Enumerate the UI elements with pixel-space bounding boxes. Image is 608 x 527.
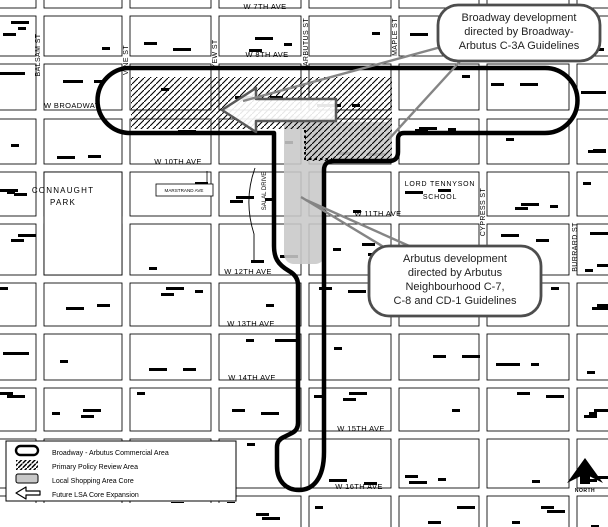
building-footprint	[11, 144, 19, 147]
building-footprint	[512, 521, 520, 524]
building-footprint	[230, 200, 243, 203]
city-block	[309, 334, 391, 380]
broadway-callout-line3: Arbutus C-3A Guidelines	[458, 40, 580, 52]
street-label-vine: VINE ST	[123, 44, 130, 76]
building-footprint	[462, 75, 470, 78]
building-footprint	[314, 395, 322, 398]
building-footprint	[137, 392, 145, 395]
legend-item-label: Future LSA Core Expansion	[52, 492, 139, 499]
city-block	[0, 224, 36, 275]
building-footprint	[597, 264, 608, 267]
legend	[6, 441, 236, 501]
building-footprint	[57, 156, 75, 159]
building-footprint	[541, 506, 554, 509]
building-footprint	[18, 27, 26, 30]
building-footprint	[232, 409, 245, 412]
street-label-salal: SALAL DRIVE	[262, 171, 268, 211]
school-label-line1: LORD TENNYSON	[404, 181, 476, 188]
building-footprint	[88, 155, 101, 158]
building-footprint	[409, 481, 427, 484]
city-block	[44, 16, 122, 56]
avenue-label-broadway: W BROADWAY	[43, 101, 101, 110]
street-label-balsam: BALSAM ST	[35, 33, 42, 77]
avenue-label-w12: W 12TH AVE	[224, 267, 272, 276]
building-footprint	[452, 409, 460, 412]
building-footprint	[590, 232, 608, 235]
building-footprint	[246, 339, 254, 342]
city-block	[219, 388, 301, 431]
city-block	[577, 224, 608, 275]
building-footprint	[496, 363, 509, 366]
building-footprint	[457, 506, 475, 509]
building-footprint	[349, 392, 367, 395]
building-footprint	[173, 48, 191, 51]
city-block	[44, 283, 122, 326]
building-footprint	[546, 395, 564, 398]
arbutus-callout	[369, 246, 541, 316]
building-footprint	[515, 207, 528, 210]
building-footprint	[256, 513, 269, 516]
avenue-label-w13: W 13TH AVE	[227, 319, 275, 328]
city-block	[0, 64, 36, 110]
building-footprint	[63, 80, 76, 83]
building-footprint	[589, 412, 597, 415]
city-block	[577, 496, 608, 527]
building-footprint	[581, 91, 589, 94]
building-footprint	[52, 412, 60, 415]
building-footprint	[592, 307, 608, 310]
city-block	[130, 224, 211, 275]
building-footprint	[3, 33, 16, 36]
city-block	[0, 119, 36, 164]
legend-item-label: Broadway - Arbutus Commercial Area	[52, 450, 169, 457]
blank-patch	[0, 503, 248, 527]
building-footprint	[66, 307, 84, 310]
building-footprint	[0, 392, 13, 395]
city-block	[487, 119, 569, 164]
building-footprint	[262, 517, 280, 520]
avenue-label-w15: W 15TH AVE	[337, 424, 385, 433]
building-footprint	[362, 243, 375, 246]
building-footprint	[343, 398, 356, 401]
park-label-line1: CONNAUGHT	[31, 186, 95, 195]
building-footprint	[550, 205, 558, 208]
city-block	[0, 0, 36, 8]
commercial-area-outline-icon	[16, 446, 38, 455]
building-footprint	[0, 287, 8, 290]
building-footprint	[102, 47, 110, 50]
building-footprint	[506, 138, 514, 141]
broadway-callout-line1: Broadway development	[461, 12, 577, 24]
building-footprint	[462, 355, 480, 358]
building-footprint	[7, 191, 15, 194]
city-block	[44, 0, 122, 8]
avenue-label-w8: W 8TH AVE	[245, 50, 289, 59]
building-footprint	[428, 521, 441, 524]
city-block	[487, 439, 569, 488]
city-block	[309, 16, 391, 56]
building-footprint	[144, 42, 157, 45]
street-label-maple: MAPLE ST	[392, 18, 399, 56]
building-footprint	[438, 189, 451, 192]
building-footprint	[348, 290, 366, 293]
arbutus-callout-line1: Arbutus development	[403, 253, 507, 265]
building-footprint	[547, 510, 565, 513]
street-label-cypress: CYPRESS ST	[480, 187, 487, 237]
building-footprint	[11, 239, 24, 242]
hatch-swatch-icon	[16, 460, 38, 470]
building-footprint	[18, 234, 36, 237]
city-block	[577, 172, 608, 216]
building-footprint	[236, 196, 254, 199]
city-block	[130, 16, 211, 56]
avenue-label-w14: W 14TH AVE	[228, 373, 276, 382]
city-block	[577, 119, 608, 164]
park-label-line2: PARK	[50, 198, 76, 207]
building-footprint	[448, 128, 456, 131]
broadway-callout	[438, 5, 600, 61]
north-label: NORTH	[574, 488, 596, 494]
arbutus-callout-line2: directed by Arbutus	[407, 267, 503, 279]
city-block	[487, 334, 569, 380]
building-footprint	[594, 409, 608, 412]
building-footprint	[491, 83, 504, 86]
building-footprint	[18, 352, 26, 355]
street-label-marstrand: MARSTRAND AVE	[164, 188, 204, 193]
building-footprint	[284, 43, 292, 46]
building-footprint	[334, 347, 342, 350]
shopping-core-swatch-icon	[16, 474, 38, 483]
building-footprint	[7, 395, 25, 398]
city-block	[130, 334, 211, 380]
building-footprint	[266, 304, 274, 307]
building-footprint	[14, 193, 27, 196]
building-footprint	[247, 443, 255, 446]
building-footprint	[531, 363, 539, 366]
building-footprint	[183, 368, 196, 371]
city-block	[399, 119, 479, 164]
building-footprint	[60, 360, 68, 363]
building-footprint	[195, 290, 203, 293]
building-footprint	[410, 33, 428, 36]
city-block	[309, 0, 391, 8]
building-footprint	[149, 267, 157, 270]
arbutus-callout-line4: C-8 and CD-1 Guidelines	[393, 295, 517, 307]
city-block	[577, 64, 608, 110]
city-block	[130, 0, 211, 8]
building-footprint	[261, 412, 279, 415]
street-label-arbutus: ARBUTUS ST	[303, 17, 310, 67]
building-footprint	[405, 191, 423, 194]
school-label-line2: SCHOOL	[422, 194, 458, 201]
building-footprint	[551, 287, 559, 290]
building-footprint	[161, 293, 174, 296]
building-footprint	[597, 304, 608, 307]
city-block	[399, 388, 479, 431]
building-footprint	[81, 415, 94, 418]
avenue-label-w7: W 7TH AVE	[243, 2, 287, 11]
building-footprint	[333, 248, 341, 251]
building-footprint	[251, 260, 264, 263]
avenue-label-w16: W 16TH AVE	[335, 482, 383, 491]
building-footprint	[532, 480, 540, 483]
avenue-label-w11: W 11TH AVE	[354, 209, 402, 218]
building-footprint	[97, 304, 110, 307]
building-footprint	[583, 182, 591, 185]
building-footprint	[584, 415, 597, 418]
building-footprint	[11, 21, 29, 24]
building-footprint	[405, 475, 418, 478]
building-footprint	[275, 339, 288, 342]
building-footprint	[501, 234, 519, 237]
arbutus-callout-line3: Neighbourhood C-7,	[405, 281, 505, 293]
building-footprint	[166, 287, 184, 290]
building-footprint	[517, 392, 530, 395]
building-footprint	[536, 239, 549, 242]
avenue-label-w10: W 10TH AVE	[154, 157, 202, 166]
building-footprint	[255, 37, 273, 40]
city-block	[309, 496, 391, 527]
building-footprint	[433, 355, 446, 358]
building-footprint	[315, 506, 323, 509]
building-footprint	[3, 352, 16, 355]
building-footprint	[593, 91, 606, 94]
building-footprint	[83, 409, 101, 412]
building-footprint	[587, 371, 595, 374]
building-footprint	[438, 478, 446, 481]
street-label-yew: YEW ST	[212, 39, 219, 69]
city-block	[44, 334, 122, 380]
broadway-callout-line2: directed by Broadway-	[464, 26, 574, 38]
building-footprint	[7, 72, 25, 75]
city-block	[0, 334, 36, 380]
building-footprint	[521, 203, 539, 206]
street-label-burrard: BURRARD ST	[572, 222, 579, 272]
legend-item-label: Primary Policy Review Area	[52, 464, 138, 471]
building-footprint	[520, 83, 538, 86]
legend-item-label: Local Shopping Area Core	[52, 478, 134, 485]
building-footprint	[372, 32, 380, 35]
policy-review-hatch-extension	[305, 129, 392, 161]
building-footprint	[149, 368, 167, 371]
building-footprint	[585, 269, 593, 272]
city-block	[399, 64, 479, 110]
building-footprint	[588, 150, 606, 153]
